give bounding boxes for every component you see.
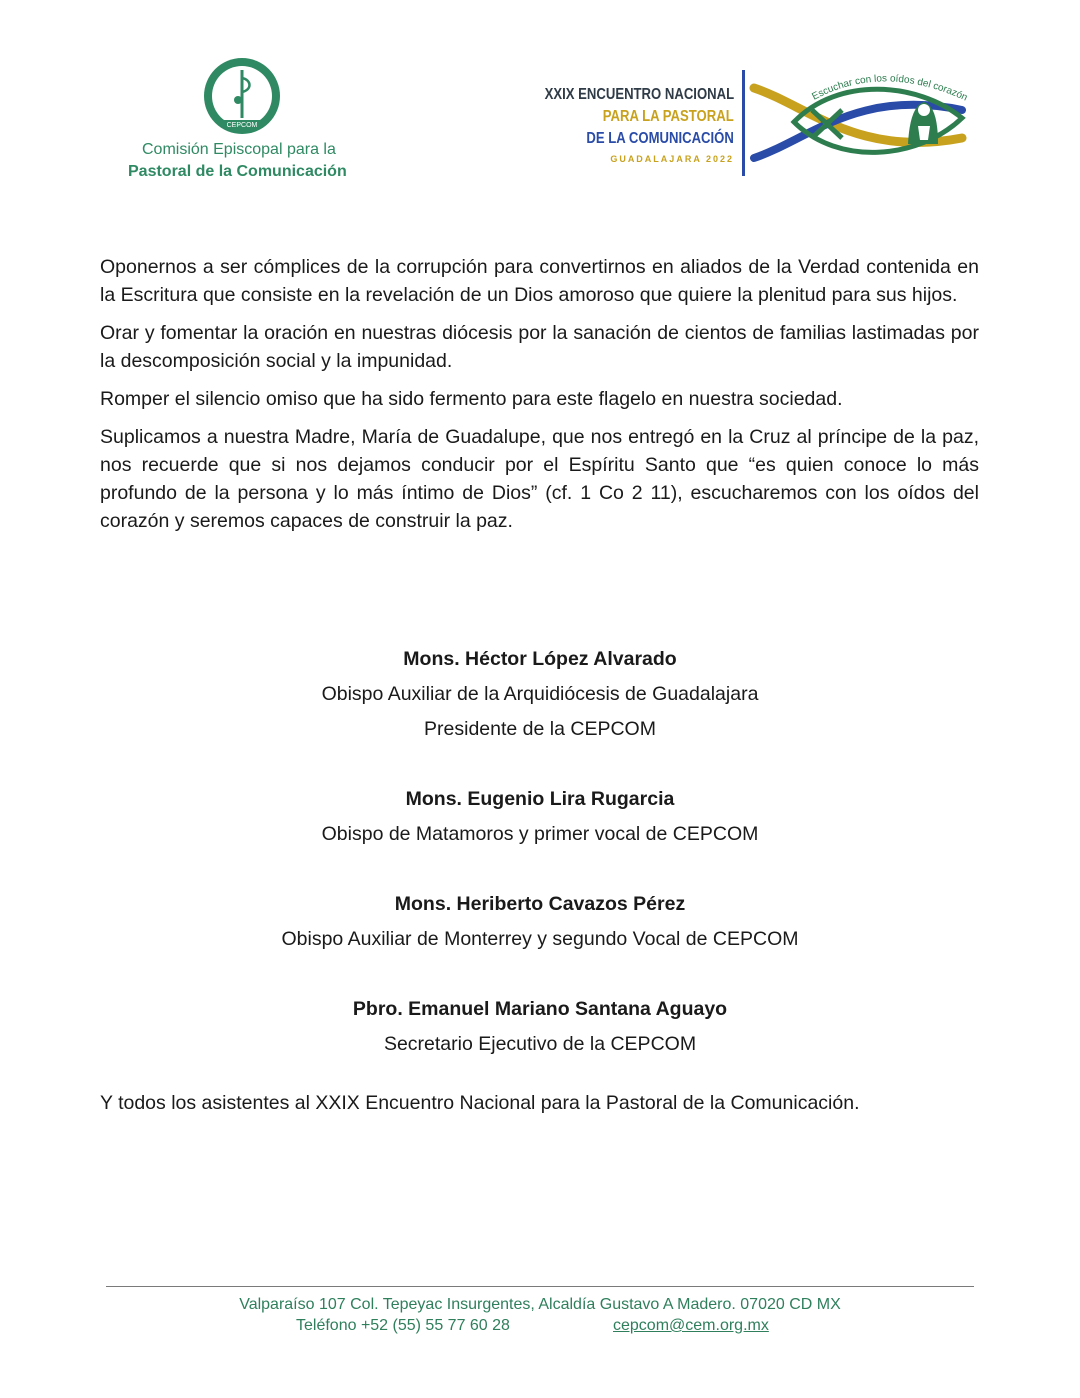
signatory-role: Obispo Auxiliar de Monterrey y segundo Vocal de CEPCOM (281, 928, 799, 950)
letter-body (100, 253, 979, 545)
signatory-2 (0, 782, 1080, 852)
closing-line: Y todos los asistentes al XXIX Encuentro Nacional para la Pastoral de la Comunicación. (100, 1092, 860, 1114)
signatory-name: Mons. Héctor López Alvarado (403, 648, 677, 670)
event-location-year: GUADALAJARA 2022 (610, 154, 734, 164)
signatory-role: Obispo Auxiliar de la Arquidiócesis de Guadalajara (321, 683, 759, 705)
paragraph-2: Orar y fomentar la oración en nuestras diócesis por la sanación de cientos de familias lastimadas por la descomposición social y la impunidad. (100, 322, 979, 372)
signatory-3 (0, 887, 1080, 957)
signatory-role: Presidente de la CEPCOM (424, 718, 656, 740)
signatory-1 (0, 642, 1080, 747)
footer-email-link[interactable]: cepcom@cem.org.mx (613, 1317, 769, 1334)
signatory-name: Mons. Heriberto Cavazos Pérez (394, 893, 686, 915)
fish-cross-emblem-icon (748, 66, 978, 184)
logo-divider (742, 70, 745, 176)
event-title-line1: XXIX ENCUENTRO NACIONAL (544, 86, 734, 103)
paragraph-1: Oponernos a ser cómplices de la corrupción para convertirnos en aliados de la Verdad contenida en la Escritura que consiste en la revelación de un Dios amoroso que quiere la plenitud para sus hijos. (100, 256, 979, 306)
org-name-line2: Pastoral de la Comunicación (128, 163, 347, 180)
cepcom-emblem-icon (202, 56, 282, 136)
footer-divider (106, 1286, 974, 1287)
signatory-name: Pbro. Emanuel Mariano Santana Aguayo (352, 998, 728, 1020)
signatory-4 (0, 992, 1080, 1062)
emblem-arc-text: Escuchar con los oídos del corazón (810, 73, 970, 104)
footer-phone: Teléfono +52 (55) 55 77 60 28 (296, 1317, 510, 1334)
footer-address: Valparaíso 107 Col. Tepeyac Insurgentes, Alcaldía Gustavo A Madero. 07020 CD MX (239, 1296, 841, 1313)
signatory-name: Mons. Eugenio Lira Rugarcia (405, 788, 675, 810)
paragraph-4: Suplicamos a nuestra Madre, María de Guadalupe, que nos entregó en la Cruz al príncipe de la paz, nos recuerde que si nos dejamos conducir por el Espíritu Santo que “es quien conoce lo más profundo de la persona y lo más íntimo de Dios” (cf. 1 Co 2 11), escucharemos con los oídos del corazón y seremos capaces de construir la paz. (100, 426, 979, 532)
event-title-line3: DE LA COMUNICACIÓN (586, 130, 734, 147)
signatory-role: Obispo de Matamoros y primer vocal de CEPCOM (321, 823, 759, 845)
event-title-line2: PARA LA PASTORAL (603, 108, 734, 125)
encuentro-logo (544, 66, 980, 186)
emblem-label: CEPCOM (226, 122, 258, 129)
paragraph-3: Romper el silencio omiso que ha sido fermento para este flagelo en nuestra sociedad. (100, 388, 843, 410)
org-name-line1: Comisión Episcopal para la (142, 141, 336, 158)
signatory-role: Secretario Ejecutivo de la CEPCOM (383, 1033, 697, 1055)
